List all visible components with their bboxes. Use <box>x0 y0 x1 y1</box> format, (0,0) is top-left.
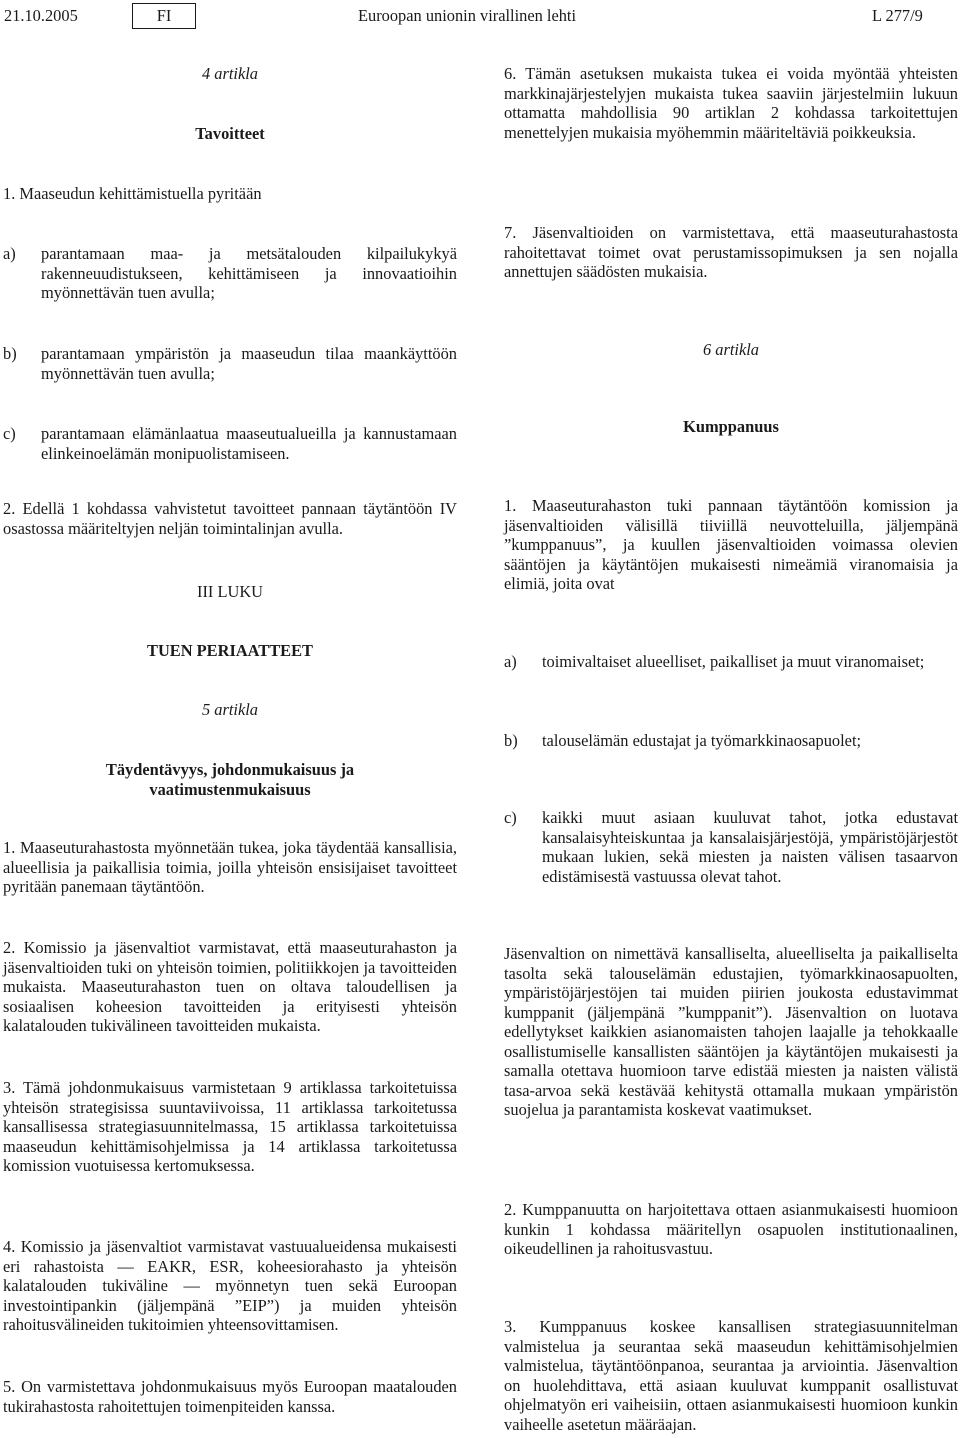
article-4-paragraph-1: 1. Maaseudun kehittämistuella pyritään <box>3 184 262 203</box>
item-label: c) <box>504 808 517 827</box>
article-5-paragraph-1: 1. Maaseuturahastosta myönnetään tukea, joka täydentää kansallisia, alueellisia ja paikallisia toimia, joilla yhteisön ensisijaiset tavoitteet pyritään panemaan täytäntöön. <box>3 838 457 896</box>
article-5-paragraph-6: 6. Tämän asetuksen mukaista tukea ei voida myöntää yhteisten markkinajärjestelyjen mukaista tukea saaviin järjestelmiin lukuun ottamatta mahdollisia 90 artiklan 2 kohdassa tarkoitettujen menettelyjen mukaisia myöhemmin määriteltäviä poikkeuksia. <box>504 64 958 142</box>
article-5-paragraph-7: 7. Jäsenvaltioiden on varmistettava, että maaseuturahastosta rahoitettavat toimet ovat perustamissopimuksen ja sen nojalla annettujen säädösten mukaisia. <box>504 223 958 281</box>
article-4-item-a <box>3 244 457 303</box>
article-5-heading: Täydentävyys, johdonmukaisuus ja vaatimustenmukaisuus <box>105 760 355 799</box>
item-label: a) <box>504 652 517 671</box>
article-5-title: 5 artikla <box>202 700 258 719</box>
item-label: b) <box>504 731 518 750</box>
item-label: a) <box>3 244 16 263</box>
article-6-heading: Kumppanuus <box>683 417 779 436</box>
article-6-item-c <box>504 808 958 886</box>
article-6-paragraph-1: 1. Maaseuturahaston tuki pannaan täytäntöön komission ja jäsenvaltioiden välisillä tiiviillä neuvotteluilla, jäljempänä ”kumppanuus”, ja kuullen jäsenvaltioiden voimassa olevien sääntöjen ja käytäntöjen mukaisesti nimeämiä viranomaisia ja elimiä, joita ovat <box>504 496 958 593</box>
article-5-paragraph-5: 5. On varmistettava johdonmukaisuus myös Euroopan maatalouden tukirahastosta rahoitettujen toimenpiteiden kanssa. <box>3 1377 457 1416</box>
article-4-paragraph-2: 2. Edellä 1 kohdassa vahvistetut tavoitteet pannaan täytäntöön IV osastossa määriteltyjen neljän toimintalinjan avulla. <box>3 499 457 538</box>
chapter-number: III LUKU <box>197 582 263 601</box>
article-4-item-c <box>3 424 457 463</box>
article-6-paragraph-3: 3. Kumppanuus koskee kansallisen strategiasuunnitelman valmistelua ja seurantaa sekä maaseudun kehittämisohjelmien valmistelua, täytäntöönpanoa, seurantaa ja arviointia. Jäsenvaltion on huolehdittava, että asiaan kuuluvat kumppanit osallistuvat ohjelmatyön eri vaiheisiin, ottaen asianmukaisesti huomioon kunkin vaiheelle asetetun määräajan. <box>504 1317 958 1434</box>
header-date: 21.10.2005 <box>4 6 78 25</box>
article-6-title: 6 artikla <box>703 340 759 359</box>
article-4-title: 4 artikla <box>202 64 258 83</box>
article-5-paragraph-3: 3. Tämä johdonmukaisuus varmistetaan 9 artiklassa tarkoitetuissa yhteisön strategisissa suuntaviivoissa, 11 artiklassa tarkoitetussa kansallisessa strategiasuunnitelmassa, 15 artiklassa tarkoitetuissa maaseudun kehittämisohjelmissa ja 14 artiklassa tarkoitetussa komission vuotuisessa kertomuksessa. <box>3 1078 457 1175</box>
chapter-title: TUEN PERIAATTEET <box>147 641 313 660</box>
item-label: c) <box>3 424 16 443</box>
item-text: kaikki muut asiaan kuuluvat tahot, jotka edustavat kansalaisyhteiskuntaa ja kansalaisjärjestöjä, ympäristöjärjestöt mukaan lukien, sekä miesten ja naisten välisen tasaarvon edistämisestä vastuussa olevat tahot. <box>542 808 958 886</box>
article-6-item-b <box>504 731 958 751</box>
item-text: parantamaan elämänlaatua maaseutualueilla ja kannustamaan elinkeinoelämän monipuolistamiseen. <box>41 424 457 463</box>
article-4-heading: Tavoitteet <box>195 124 265 143</box>
item-text: talouselämän edustajat ja työmarkkinaosapuolet; <box>542 731 862 750</box>
page-reference: L 277/9 <box>872 6 923 25</box>
item-text: parantamaan maa- ja metsätalouden kilpailukykyä rakenneuudistukseen, kehittämiseen ja innovaatioihin myönnettävän tuen avulla; <box>41 244 457 302</box>
article-4-item-b <box>3 344 457 383</box>
journal-title: Euroopan unionin virallinen lehti <box>358 6 577 25</box>
item-text: toimivaltaiset alueelliset, paikalliset ja muut viranomaiset; <box>542 652 925 671</box>
item-text: parantamaan ympäristön ja maaseudun tilaa maankäyttöön myönnettävän tuen avulla; <box>41 344 457 383</box>
language-badge: FI <box>132 3 196 29</box>
article-6-paragraph-1-continued: Jäsenvaltion on nimettävä kansalliselta, alueelliselta ja paikalliselta tasolta sekä talouselämän edustajien, työmarkkinaosapuolten, ympäristöjärjestöjen tai muiden piirien joukosta edustavimmat kumppanit (jäljempänä ”kumppanit”). Jäsenvaltion on luotava edellytykset kaikkien asianomaisten tahojen laajalle ja tehokkaalle osallistumiselle kansallisten sääntöjen ja käytäntöjen mukaisesti ja samalla otettava huomioon tarve edistää miesten ja naisten välistä tasa-arvoa sekä kestävää kehitystä ottamalla mukaan ympäristön suojelua ja parantamista koskevat vaatimukset. <box>504 944 958 1119</box>
item-label: b) <box>3 344 17 363</box>
article-5-paragraph-2: 2. Komissio ja jäsenvaltiot varmistavat, että maaseuturahaston ja jäsenvaltioiden tuki on yhteisön toimien, politiikkojen ja tavoitteiden mukaista. Maaseuturahaston tuen on oltava taloudellisen ja sosiaalisen koheesion tavoitteiden ja erityisesti yhteisön kalatalouden tukivälineen tavoitteiden mukaista. <box>3 938 457 1035</box>
article-6-item-a <box>504 652 958 672</box>
article-5-paragraph-4: 4. Komissio ja jäsenvaltiot varmistavat vastuualueidensa mukaisesti eri rahastoista — EAKR, ESR, koheesiorahasto ja yhteisön kalatalouden tukiväline — myönnetyn tuen sekä Euroopan investointipankin (jäljempänä ”EIP”) ja muiden yhteisön rahoitusvälineiden tukitoimien yhteensovittamisen. <box>3 1237 457 1334</box>
article-6-paragraph-2: 2. Kumppanuutta on harjoitettava ottaen asianmukaisesti huomioon kunkin 1 kohdassa määritellyn osapuolen institutionaalinen, oikeudellinen ja rahoitusvastuu. <box>504 1200 958 1258</box>
